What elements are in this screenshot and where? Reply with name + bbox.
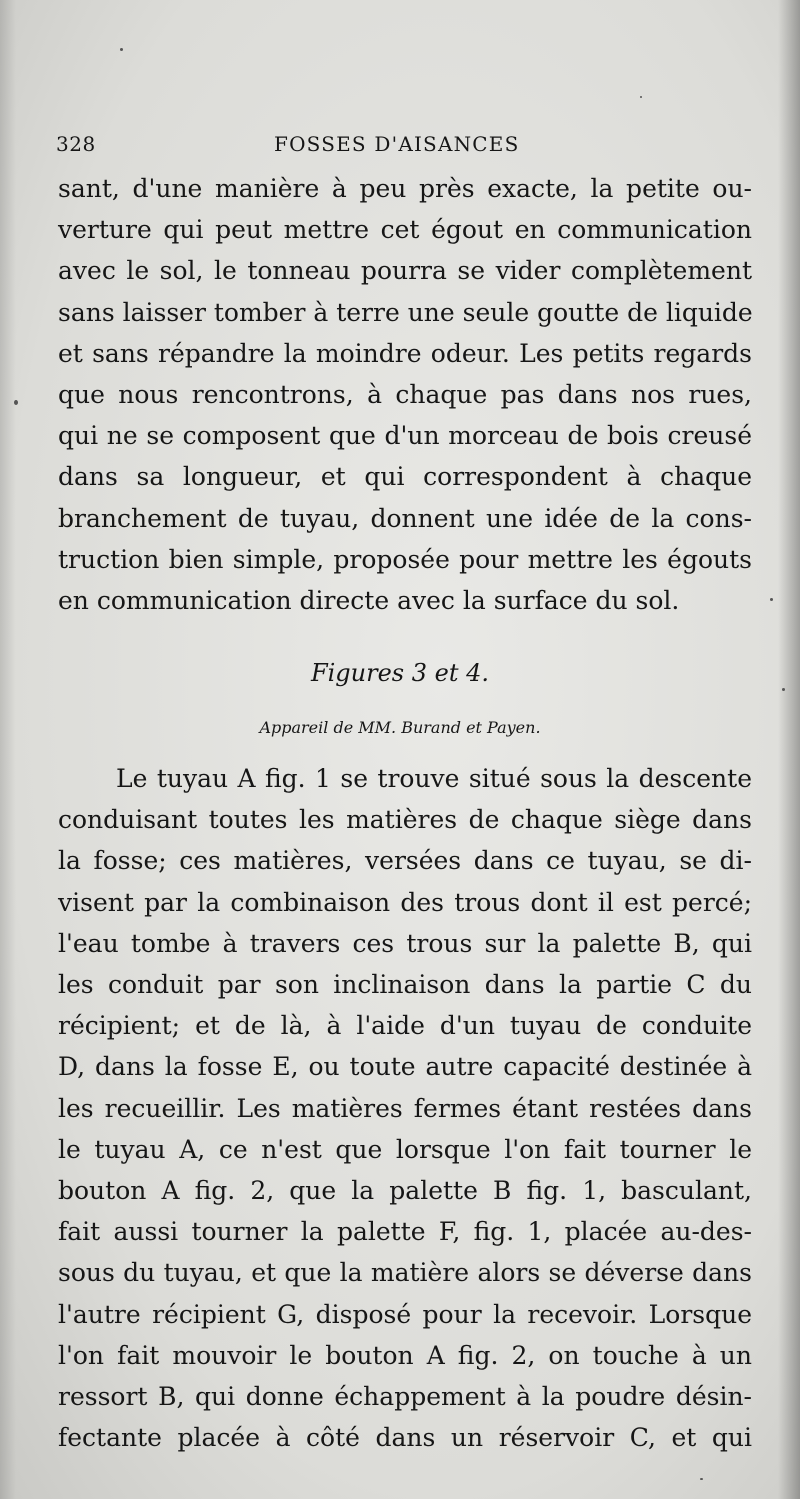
text-line: la fosse; ces matières, versées dans ce tuyau, se di-	[58, 846, 752, 876]
paper-speck	[782, 688, 785, 691]
paragraph-1	[58, 168, 752, 621]
text-line: les conduit par son inclinaison dans la partie C du	[58, 970, 752, 1000]
text-line: les recueillir. Les matières fermes étant restées dans	[58, 1093, 752, 1123]
paragraph-2	[58, 758, 752, 1458]
running-title: FOSSES D'AISANCES	[274, 132, 520, 156]
page-left-shadow	[0, 0, 16, 1499]
text-line: branchement de tuyau, donnent une idée de la cons-	[58, 503, 752, 533]
text-line: verture qui peut mettre cet égout en communication	[58, 215, 752, 245]
paper-speck	[120, 48, 123, 51]
text-line: sans laisser tomber à terre une seule goutte de liquide	[58, 297, 753, 327]
text-line: l'eau tombe à travers ces trous sur la palette B, qui	[58, 928, 752, 958]
text-line: sous du tuyau, et que la matière alors se déverse dans	[58, 1258, 752, 1288]
text-line: que nous rencontrons, à chaque pas dans nos rues,	[58, 380, 752, 410]
text-line: bouton A fig. 2, que la palette B fig. 1, basculant,	[58, 1176, 752, 1206]
figure-heading: Figures 3 et 4.	[310, 659, 490, 687]
page-header	[56, 132, 736, 160]
paper-speck	[640, 96, 642, 98]
text-line: D, dans la fosse E, ou toute autre capacité destinée à	[58, 1052, 752, 1082]
text-line: récipient; et de là, à l'aide d'un tuyau de conduite	[58, 1011, 752, 1041]
text-line: et sans répandre la moindre odeur. Les petits regards	[58, 338, 752, 368]
text-line: conduisant toutes les matières de chaque siège dans	[58, 805, 752, 835]
text-line: en communication directe avec la surface du sol.	[58, 586, 680, 616]
text-line: qui ne se composent que d'un morceau de bois creusé	[58, 421, 752, 451]
paper-speck	[700, 1478, 703, 1480]
text-line: fait aussi tourner la palette F, fig. 1, placée au-des-	[58, 1217, 752, 1247]
text-line: l'autre récipient G, disposé pour la recevoir. Lorsque	[58, 1299, 752, 1329]
text-line: truction bien simple, proposée pour mettre les égouts	[58, 544, 752, 574]
text-line: ressort B, qui donne échappement à la poudre désin-	[58, 1382, 752, 1412]
text-line: dans sa longueur, et qui correspondent à chaque	[58, 462, 752, 492]
figure-caption: Appareil de MM. Burand et Payen.	[259, 718, 541, 737]
text-line: sant, d'une manière à peu près exacte, la petite ou-	[58, 174, 752, 203]
text-line: visent par la combinaison des trous dont il est percé;	[58, 887, 752, 917]
page-number: 328	[56, 132, 96, 156]
text-line: l'on fait mouvoir le bouton A fig. 2, on touche à un	[58, 1340, 752, 1370]
text-line: le tuyau A, ce n'est que lorsque l'on fait tourner le	[58, 1134, 752, 1164]
text-line: fectante placée à côté dans un réservoir C, et qui	[58, 1423, 752, 1453]
text-line: Le tuyau A fig. 1 se trouve situé sous la descente	[116, 764, 752, 793]
paper-speck	[770, 598, 773, 601]
page-right-shadow	[778, 0, 800, 1499]
paper-speck	[14, 400, 18, 405]
text-line: avec le sol, le tonneau pourra se vider complètement	[58, 256, 752, 286]
